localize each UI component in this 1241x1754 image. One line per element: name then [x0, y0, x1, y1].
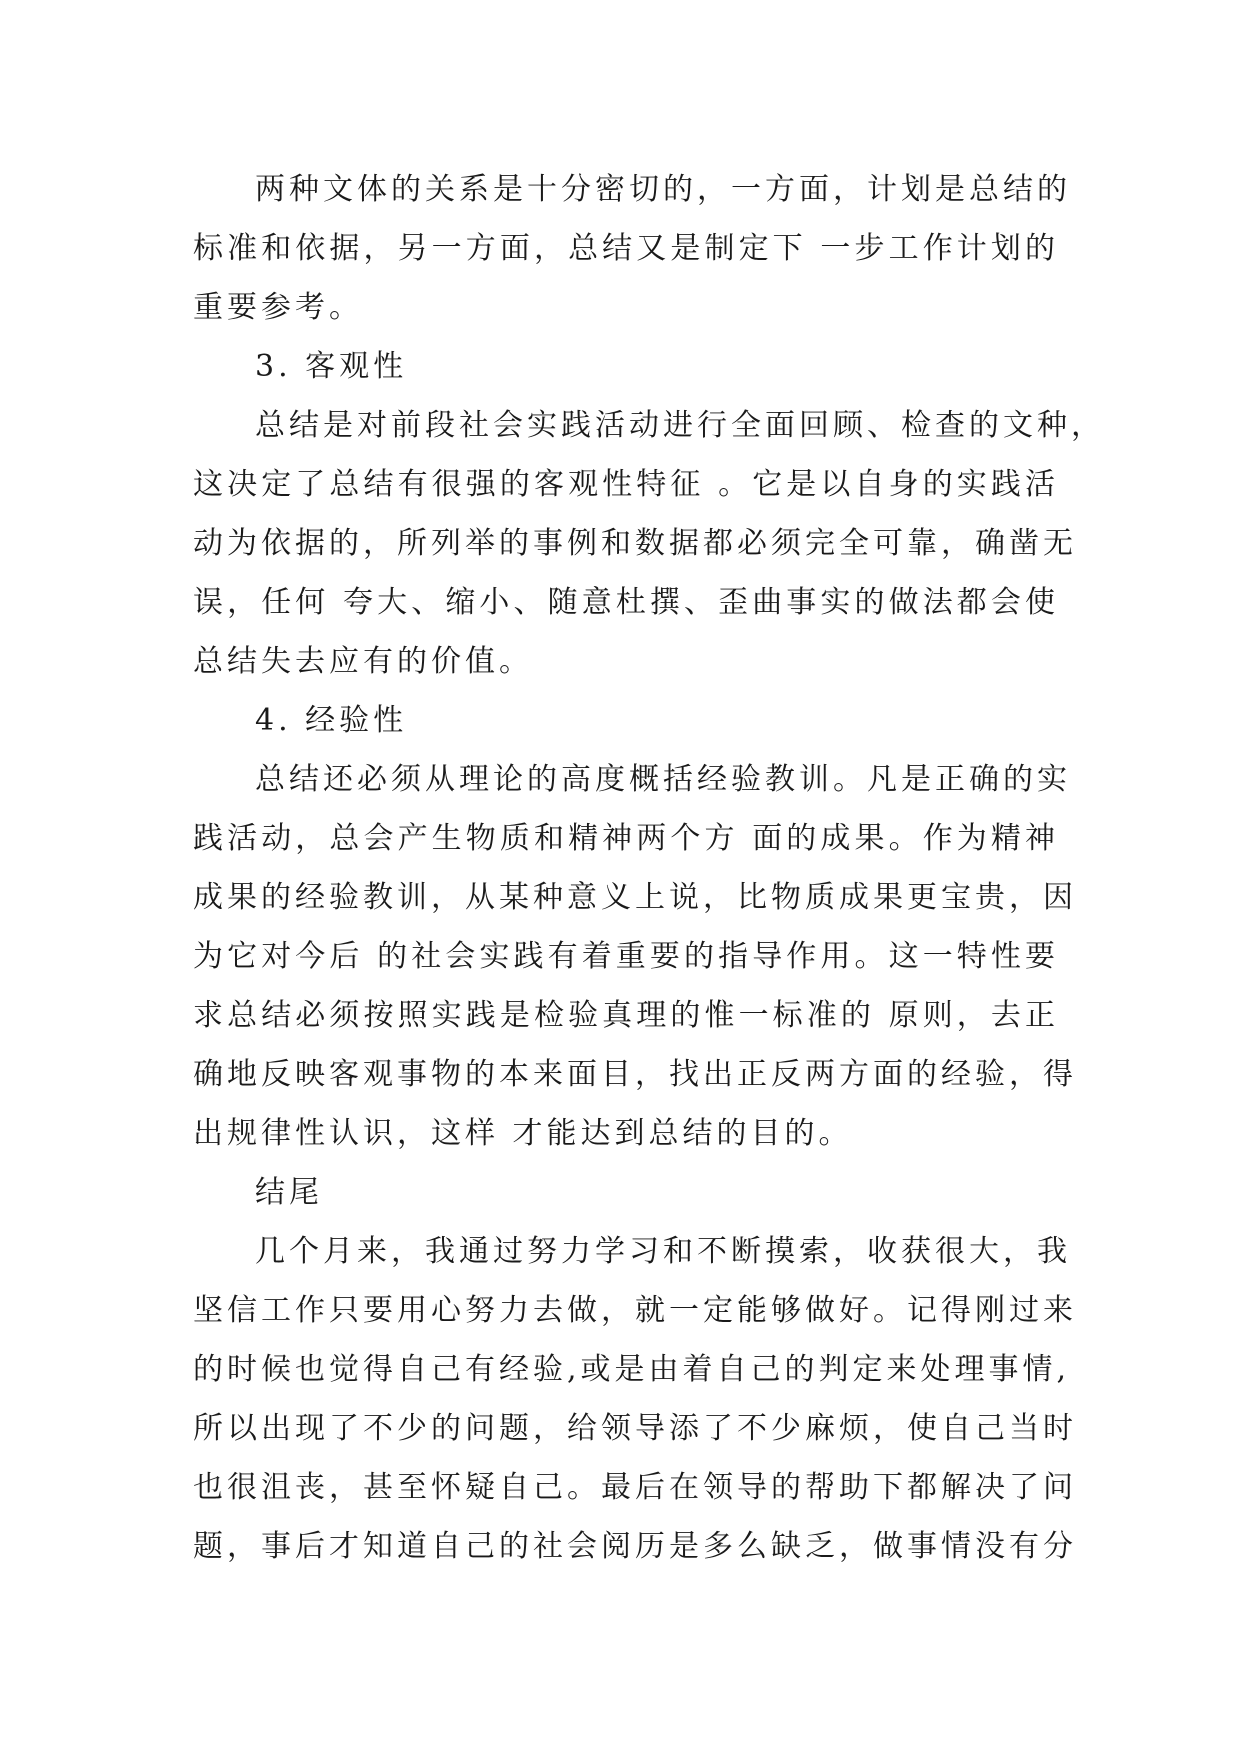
paragraph-line: 总结还必须从理论的高度概括经验教训。凡是正确的实	[255, 762, 1071, 797]
paragraph-line: 践活动，总会产生物质和精神两个方 面的成果。作为精神	[193, 821, 1059, 856]
paragraph-line: 两种文体的关系是十分密切的，一方面，计划是总结的	[255, 172, 1071, 207]
paragraph-line: 也很沮丧，甚至怀疑自己。最后在领导的帮助下都解决了问	[193, 1470, 1077, 1505]
paragraph-line: 动为依据的，所列举的事例和数据都必须完全可靠，确凿无	[193, 526, 1077, 561]
section-heading: 4. 经验性	[255, 703, 408, 738]
paragraph-line: 为它对今后 的社会实践有着重要的指导作用。这一特性要	[193, 939, 1059, 974]
section-heading: 3. 客观性	[255, 349, 408, 384]
paragraph-line: 总结是对前段社会实践活动进行全面回顾、检查的文种，	[255, 408, 1105, 443]
paragraph-line: 所以出现了不少的问题，给领导添了不少麻烦，使自己当时	[193, 1411, 1077, 1446]
paragraph-line: 出规律性认识，这样 才能达到总结的目的。	[193, 1116, 853, 1151]
paragraph-line: 成果的经验教训，从某种意义上说，比物质成果更宝贵，因	[193, 880, 1077, 915]
document-body	[193, 160, 1105, 1576]
section-heading: 结尾	[255, 1175, 323, 1210]
paragraph-line: 求总结必须按照实践是检验真理的惟一标准的 原则，去正	[193, 998, 1059, 1033]
paragraph-line: 几个月来，我通过努力学习和不断摸索，收获很大，我	[255, 1234, 1071, 1269]
paragraph-line: 误，任何 夸大、缩小、随意杜撰、歪曲事实的做法都会使	[193, 585, 1059, 620]
paragraph-line: 总结失去应有的价值。	[193, 644, 533, 679]
paragraph-line: 题，事后才知道自己的社会阅历是多么缺乏，做事情没有分	[193, 1529, 1077, 1564]
paragraph-line: 确地反映客观事物的本来面目，找出正反两方面的经验，得	[193, 1057, 1077, 1092]
paragraph-line: 这决定了总结有很强的客观性特征 。它是以自身的实践活	[193, 467, 1059, 502]
paragraph-line: 坚信工作只要用心努力去做，就一定能够做好。记得刚过来	[193, 1293, 1077, 1328]
paragraph-line: 标准和依据，另一方面，总结又是制定下 一步工作计划的	[193, 231, 1059, 266]
paragraph-line: 的时候也觉得自己有经验,或是由着自己的判定来处理事情,	[193, 1352, 1071, 1387]
paragraph-line: 重要参考。	[193, 290, 363, 325]
